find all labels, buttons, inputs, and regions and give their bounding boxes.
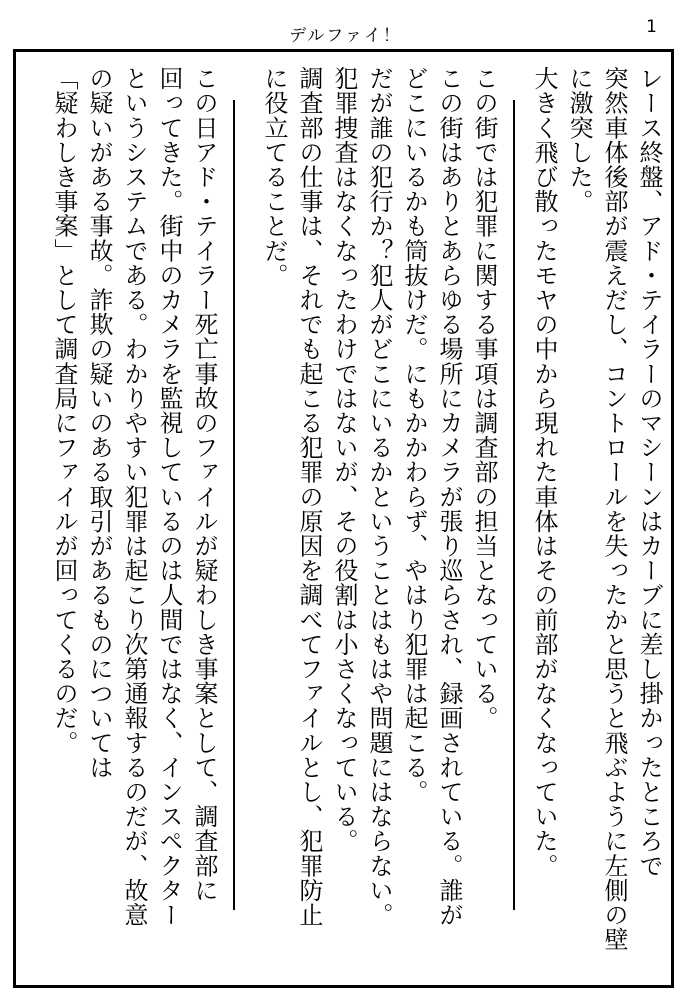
text-line-2: 突然車体後部が震えだし、コントロールを失ったかと思うと飛ぶように左側の壁 bbox=[600, 66, 628, 952]
text-line-11: に役立てることだ。 bbox=[260, 66, 288, 288]
section-divider bbox=[233, 100, 235, 910]
text-line-3: に激突した。 bbox=[565, 66, 593, 214]
text-line-16: 「疑わしき事案」として調査局にファイルが回ってくるのだ。 bbox=[50, 66, 78, 755]
text-line-1: レース終盤、アド・テイラーのマシーンはカーブに差し掛かったところで bbox=[635, 66, 663, 878]
text-line-14: というシステムである。わかりやすい犯罪は起こり次第通報するのだが、故意 bbox=[120, 66, 148, 927]
text-line-12: この日アド・テイラー死亡事故のファイルが疑わしき事案として、調査部に bbox=[190, 66, 218, 903]
text-line-5: この街では犯罪に関する事項は調査部の担当となっている。 bbox=[470, 66, 498, 731]
section-divider bbox=[513, 100, 515, 910]
page-title: デルファイ！ bbox=[289, 26, 402, 46]
text-line-4: 大きく飛び散ったモヤの中から現れた車体はその前部がなくなっていた。 bbox=[530, 66, 558, 878]
text-line-8: だが誰の犯行か？犯人がどこにいるかということはもはや問題にはならない。 bbox=[365, 66, 393, 927]
page-number: 1 bbox=[646, 17, 657, 37]
text-line-15: の疑いがある事故。詐欺の疑いのある取引があるものについては bbox=[85, 66, 113, 780]
text-line-10: 調査部の仕事は、それでも起こる犯罪の原因を調べてファイルとし、犯罪防止 bbox=[295, 66, 323, 927]
text-line-9: 犯罪捜査はなくなったわけではないが、その役割は小さくなっている。 bbox=[330, 66, 358, 854]
text-line-13: 回ってきた。街中のカメラを監視しているのは人間ではなく、インスペクター bbox=[155, 66, 183, 927]
text-line-7: どこにいるかも筒抜けだ。にもかかわらず、やはり犯罪は起こる。 bbox=[400, 66, 428, 804]
text-line-6: この街はありとあらゆる場所にカメラが張り巡らされ、録画されている。誰が bbox=[435, 66, 463, 927]
